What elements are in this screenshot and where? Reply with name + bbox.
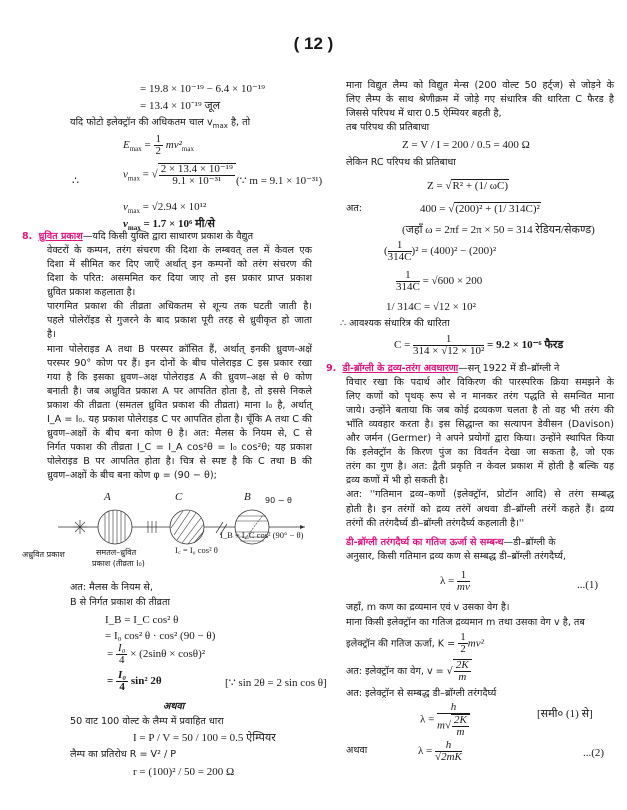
text-line: द्रव्य कणों में भी हो सकती है। [346,475,449,486]
equation: $\frac{1}{314C}$ = √600 × 200 [396,269,483,293]
equation: = I₀ cos² θ · cos² (90 − θ) [105,630,216,642]
text-line: ध्रुवित प्रकाश कहलाता है। [47,287,136,298]
section-8-heading-line: 8. ध्रुवित प्रकाश—यदि किसी युक्ति द्वारा साधारण प्रकाश के वैद्युत [22,231,254,242]
text-line: पहले पोलेरॉइड से गुजरने के बाद प्रकाश पूरी तरह से ध्रुवीकृत हो जाता [47,315,312,326]
text-line: लिए लैम्प के साथ श्रेणीक्रम में जोड़े गए संधारित्र की धारिता C फैरड है [346,94,614,105]
equation: = $\frac{\text{I₀}}{4}$ sin² 2θ [107,669,162,693]
section-9-heading-line: 9. डी-ब्रॉग्ली के द्रव्य-तरंग अवधारणा—सन् 1922 में डी–ब्रॉग्ली ने [326,363,560,374]
text-line: अत: ''गतिमान द्रव्य–कणों (इलेक्ट्रॉन, प्रोटॉन आदि) से तरंग सम्बद्ध [346,489,614,500]
equation: 400 = √(200)² + (1/ 314C)² [420,203,540,215]
or-heading: अथवा [163,701,185,712]
equation-emax: $E_{max}$ = $\frac{1}{2}$ $mv^2_{max}$ [123,133,194,157]
text-line: जिससे परिपथ में धारा 0.5 ऐम्पियर बहती है, [346,108,502,119]
text-line: जाये। उन्होंने बताया कि जब कोई द्रव्यकण चलता है तो वह भी तरंग की [346,405,614,416]
text-line: पारगमित प्रकाश की तीव्रता अधिकतम से शून्य तक घटती जाती है। [47,301,312,312]
equation: I_B = I_C cos² θ [105,614,179,626]
text-line: परस्पर 90° कोण पर हैं। इन दोनों के बीच पोलेराइड C इस प्रकार रखा [47,358,312,369]
unpolarised-label: अध्रुवित प्रकाश [22,550,65,559]
text-line: अथवा [346,745,368,756]
text-line: भाँति व्यवहार करता है। इस सिद्धान्त का सत्यापन डेवीसन (Davison) [346,419,614,430]
text-line: दिशा के परित: असममित कर दिया जाए तो इस प्रकार प्राप्त प्रकाश [47,273,312,284]
equation-vmax: $v_{max}$ = √ $\frac{\text{2 × 13.4 × 10⁻¹⁹}}{\text{9.1 × 10⁻³¹}}$ [123,163,236,187]
section-8-heading: ध्रुवित प्रकाश [38,231,83,242]
text-line: अत: [346,203,363,214]
plane-polarised-label-1: समतल–ध्रुवित [96,548,137,557]
text-line: इलेक्ट्रॉन की गतिज ऊर्जा, K = $\frac{1}{2}$ mv² [346,631,484,655]
subheading-line: डी-ब्रॉग्ली तरंगदैर्घ्य का गतिज ऊर्जा से सम्बन्ध—डी–ब्रॉग्ली के [346,537,556,548]
text-line: लेकिन RC परिपथ की प्रतिबाधा [346,157,456,168]
equation-tag: ...(1) [577,579,599,591]
text-line: माना किसी इलेक्ट्रॉन का गतिज द्रव्यमान m तथा उसका वेग v है, तब [346,617,585,628]
equation-tag: [समी० (1) से] [537,708,593,720]
polaroid-diagram [20,485,315,570]
equation: r = (100)² / 50 = 200 Ω [133,766,235,778]
therefore-symbol: ∴ [72,175,79,187]
text-line: ध्रुवण–अक्षों के बीच बना कोण θ है। अत: मैलस के नियम से, C से [47,428,312,439]
ic-equation: I꜀ = I₀ cos² θ [175,545,218,555]
text-line: बनाती है। जब अध्रुवित प्रकाश A पर आपतित होता है, तो इससे निकले [47,386,312,397]
text-line: ध्रुवण–अक्षों के बीच बना कोण φ = (90 − θ); [47,470,217,481]
unpolarised-light-icon [73,520,87,534]
equation: = 19.8 × 10⁻¹⁹ − 6.4 × 10⁻¹⁹ [140,83,265,95]
text-line: 50 वाट 100 वोल्ट के लैम्प में प्रवाहित धारा [70,716,224,727]
page-number: ( 12 ) [293,34,334,53]
text-line: अनुसार, किसी गतिमान द्रव्य कण से सम्बद्ध डी–ब्रॉग्ली तरंगदैर्घ्य, [346,551,566,562]
text-line: लैम्प का प्रतिरोध R = V² / P [70,749,177,760]
text-line: निर्गत पकाश की तीव्रता I_C = I_A cos²θ = I₀ cos²θ; यह प्रकाश [47,442,312,453]
equation: (जहाँ ω = 2πf = 2π × 50 = 314 रेडियन/सेकण्ड) [402,224,595,236]
text-line: प्रकाश की तीव्रता (समतल ध्रुवित प्रकाश की तीव्रता) माना I₀ है, अर्थात् [47,400,312,411]
text-line: तब परिपथ की प्रतिबाधा [346,122,430,133]
text-line: गया है कि इसका ध्रुवण–अक्ष पोलेराइड A की ध्रुवण–अक्ष से θ कोण [47,372,312,383]
note: [∵ sin 2θ = 2 sin cos θ] [225,677,327,689]
equation-vmax-3: $v_{max} = 1.7 \times 10^6$ मी/से [123,218,215,233]
angle-label: 90 − θ [265,496,292,505]
text-line: है। [47,329,56,340]
label-a: A [104,491,111,503]
text-line: दिशा में सीमित कर दिए जाएँ अर्थात् इन कम्पनों को तरंग संचरण की [47,259,312,270]
text-line: होती है। इन तरंगों को द्रव्य तरंगें अथवा डी–ब्रॉग्ली तरंगें कहते हैं। द्रव्य [346,504,614,515]
text-line: वेक्टरों के कम्पन, तरंग संचरण की दिशा के लम्बवत् तल में केवल एक [47,245,312,256]
polaroid-c [170,510,204,544]
text-line: माना पोलेराइड A तथा B परस्पर क्रॉसित हैं, अर्थात् इनकी ध्रुवण-अक्षें [47,344,312,355]
equation-1: λ = $\frac{1}{mv}$ [440,569,470,593]
equation: I = P / V = 50 / 100 = 0.5 ऐम्पियर [133,732,276,744]
equation: C = $\frac{1}{\text{314 × √12 × 10²}}$ = 9.2 × 10⁻⁶ फैरड [394,333,564,357]
equation-2: λ = $\frac{h}{√2mK}$ [418,739,462,763]
text-line: विचार रखा कि पदार्थ और विकिरण की पारस्परिक क्रिया समझने के [346,377,614,388]
text-line: तरंग का गुण है। अत: द्वैती प्रकृति न केवल प्रकाश में होती है बल्कि यह [346,461,614,472]
note: (∵ m = 9.1 × 10⁻³¹) [236,175,323,187]
text-line: लिए कणों को पृथक् रूप से न मानकर तरंग पद्धति से समन्वित माना [346,391,614,402]
text-line: अत: मैलस के नियम से, [70,582,153,593]
polaroid-a [98,510,132,544]
equation: ( $\frac{1}{314C}$ )² = (400)² − (200)² [384,239,497,263]
text-line: कि इलेक्ट्रॉन के किरण पुंज का विवर्तन देखा जा सकता है, जो एक [346,447,614,458]
equation-vmax-2: $v_{max} = √2.94 \times 10^{12}$ [123,201,207,216]
equation-tag: ...(2) [583,747,605,759]
text-line: यदि फोटो इलेक्ट्रॉन की अधिकतम चाल $v_{max}$ है, तो [70,117,251,130]
equation: = $\frac{\text{I₀}}{4}$ × (2sinθ × cosθ)² [107,642,206,666]
text-line: जहाँ, m कण का द्रव्यमान एवं v उसका वेग है। [346,602,510,613]
section-9-heading: डी-ब्रॉग्ली के द्रव्य-तरंग अवधारणा [342,363,459,374]
text-line: अत: इलेक्ट्रॉन का वेग, v = √ $\frac{2K}{m}$ [346,659,472,683]
equation-lambda-2: λ = h m√ $\frac{2K}{m}$ [420,702,470,738]
text-line: और जर्मन (Germer) ने अपने प्रयोगों द्वारा किया। उन्होंने स्थापित किया [346,433,614,444]
equation: = 13.4 × 10⁻¹⁹ जूल [140,100,221,112]
label-b: B [244,491,251,503]
equation: Z = √R² + (1/ ωC) [427,180,509,192]
equation: 1/ 314C = √12 × 10² [386,301,476,313]
text-line: अत: इलेक्ट्रॉन से सम्बद्ध डी–ब्रॉग्ली तरंगदैर्घ्य [346,688,497,699]
ib-equation: I_B = I_C cos² (90° − θ) [220,530,304,540]
plane-polarised-label-2: प्रकाश (तीव्रता I₀) [92,559,145,568]
text-line: B से निर्गत प्रकाश की तीव्रता [70,597,170,608]
equation: Z = V / I = 200 / 0.5 = 400 Ω [402,139,530,151]
text-line: माना विद्युत लैम्प को विद्युत मेन्स (200 वोल्ट 50 हर्ट्ज) से जोड़ने के [346,80,614,91]
label-c: C [175,491,183,503]
subheading-debroglie-ke: डी-ब्रॉग्ली तरंगदैर्घ्य का गतिज ऊर्जा से सम्बन्ध [346,537,504,548]
text-line: तरंगों की तरंगदैर्घ्य डी–ब्रॉग्ली तरंगदैर्घ्य कहलाती है।'' [346,518,525,529]
text-line: पोलेराइड B पर आपतित होता है। चित्र से स्पष्ट है कि C तथा B की [47,456,312,467]
text-line: ∴ आवश्यक संधारित्र की धारिता [340,318,450,329]
text-line: I_A = I₀. यह प्रकाश पोलेराइड C पर आपतित होता है। चूँकि A तथा C की [47,414,312,425]
